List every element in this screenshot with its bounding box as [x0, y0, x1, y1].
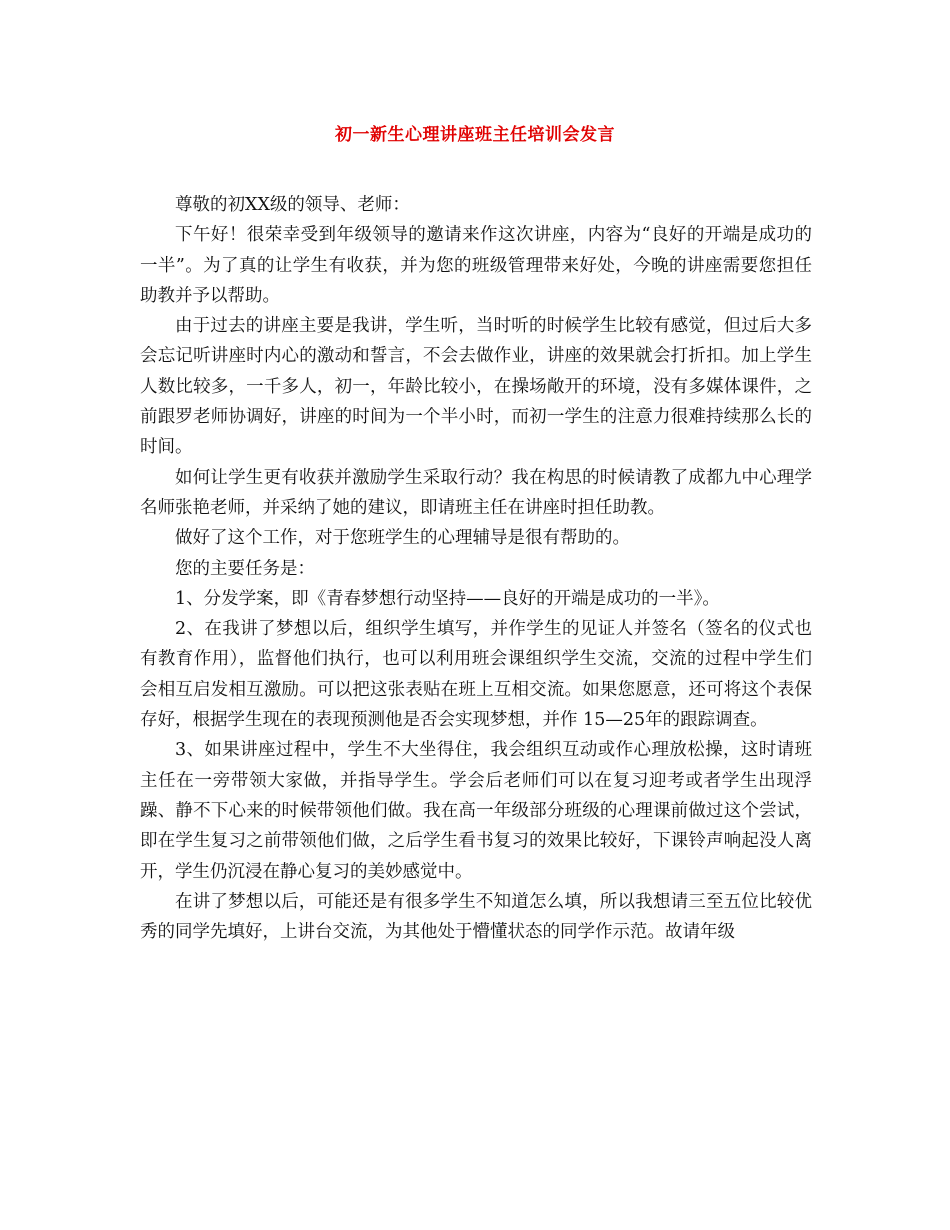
- paragraph-task-3: 3、如果讲座过程中，学生不大坐得住，我会组织互动或作心理放松操，这时请班主任在一旁带领大家做，并指导学生。学会后老师们可以在复习迎考或者学生出现浮躁、静不下心来的时候带领他们做。我在高一年级部分班级的心理课前做过这个尝试，即在学生复习之前带领他们做，之后学生看书复习的效果比较好，下课铃声响起没人离开，学生仍沉浸在静心复习的美妙感觉中。: [140, 740, 812, 882]
- paragraph-closing: 在讲了梦想以后，可能还是有很多学生不知道怎么填，所以我想请三至五位比较优秀的同学先填好，上讲台交流，为其他处于懵懂状态的同学作示范。故请年级: [140, 891, 812, 943]
- document-title: 初一新生心理讲座班主任培训会发言: [335, 125, 615, 145]
- paragraph-background: 由于过去的讲座主要是我讲，学生听，当时听的时候学生比较有感觉，但过后大多会忘记听讲座时内心的激动和誓言，不会去做作业，讲座的效果就会打折扣。加上学生人数比较多，一千多人，初一，年龄比较小，在操场敞开的环境，没有多媒体课件，之前跟罗老师协调好，讲座的时间为一个半小时，而初一学生的注意力很难持续那么长的时间。: [140, 316, 812, 458]
- paragraph-salutation: 尊敬的初XX级的领导、老师：: [175, 195, 410, 215]
- paragraph-approach: 如何让学生更有收获并激励学生采取行动？我在构思的时候请教了成都九中心理学名师张艳老师，并采纳了她的建议，即请班主任在讲座时担任助教。: [140, 467, 812, 518]
- paragraph-greeting: 下午好！很荣幸受到年级领导的邀请来作这次讲座，内容为“良好的开端是成功的一半”。为了真的让学生有收获，并为您的班级管理带来好处，今晚的讲座需要您担任助教并予以帮助。: [140, 225, 812, 306]
- paragraph-benefit: 做好了这个工作，对于您班学生的心理辅导是很有帮助的。: [175, 528, 630, 549]
- paragraph-task-1: 1、分发学案，即《青春梦想行动坚持——良好的开端是成功的一半》。: [175, 588, 720, 609]
- paragraph-task-2: 2、在我讲了梦想以后，组织学生填写，并作学生的见证人并签名（签名的仪式也有教育作用），监督他们执行，也可以利用班会课组织学生交流，交流的过程中学生们会相互启发相互激励。可以把这张表贴在班上互相交流。如果您愿意，还可将这个表保存好，根据学生现在的表现预测他是否会实现梦想，并作 15—25年的跟踪调查。: [140, 619, 812, 731]
- document-body: [140, 190, 812, 947]
- paragraph-tasks-heading: 您的主要任务是：: [175, 558, 315, 579]
